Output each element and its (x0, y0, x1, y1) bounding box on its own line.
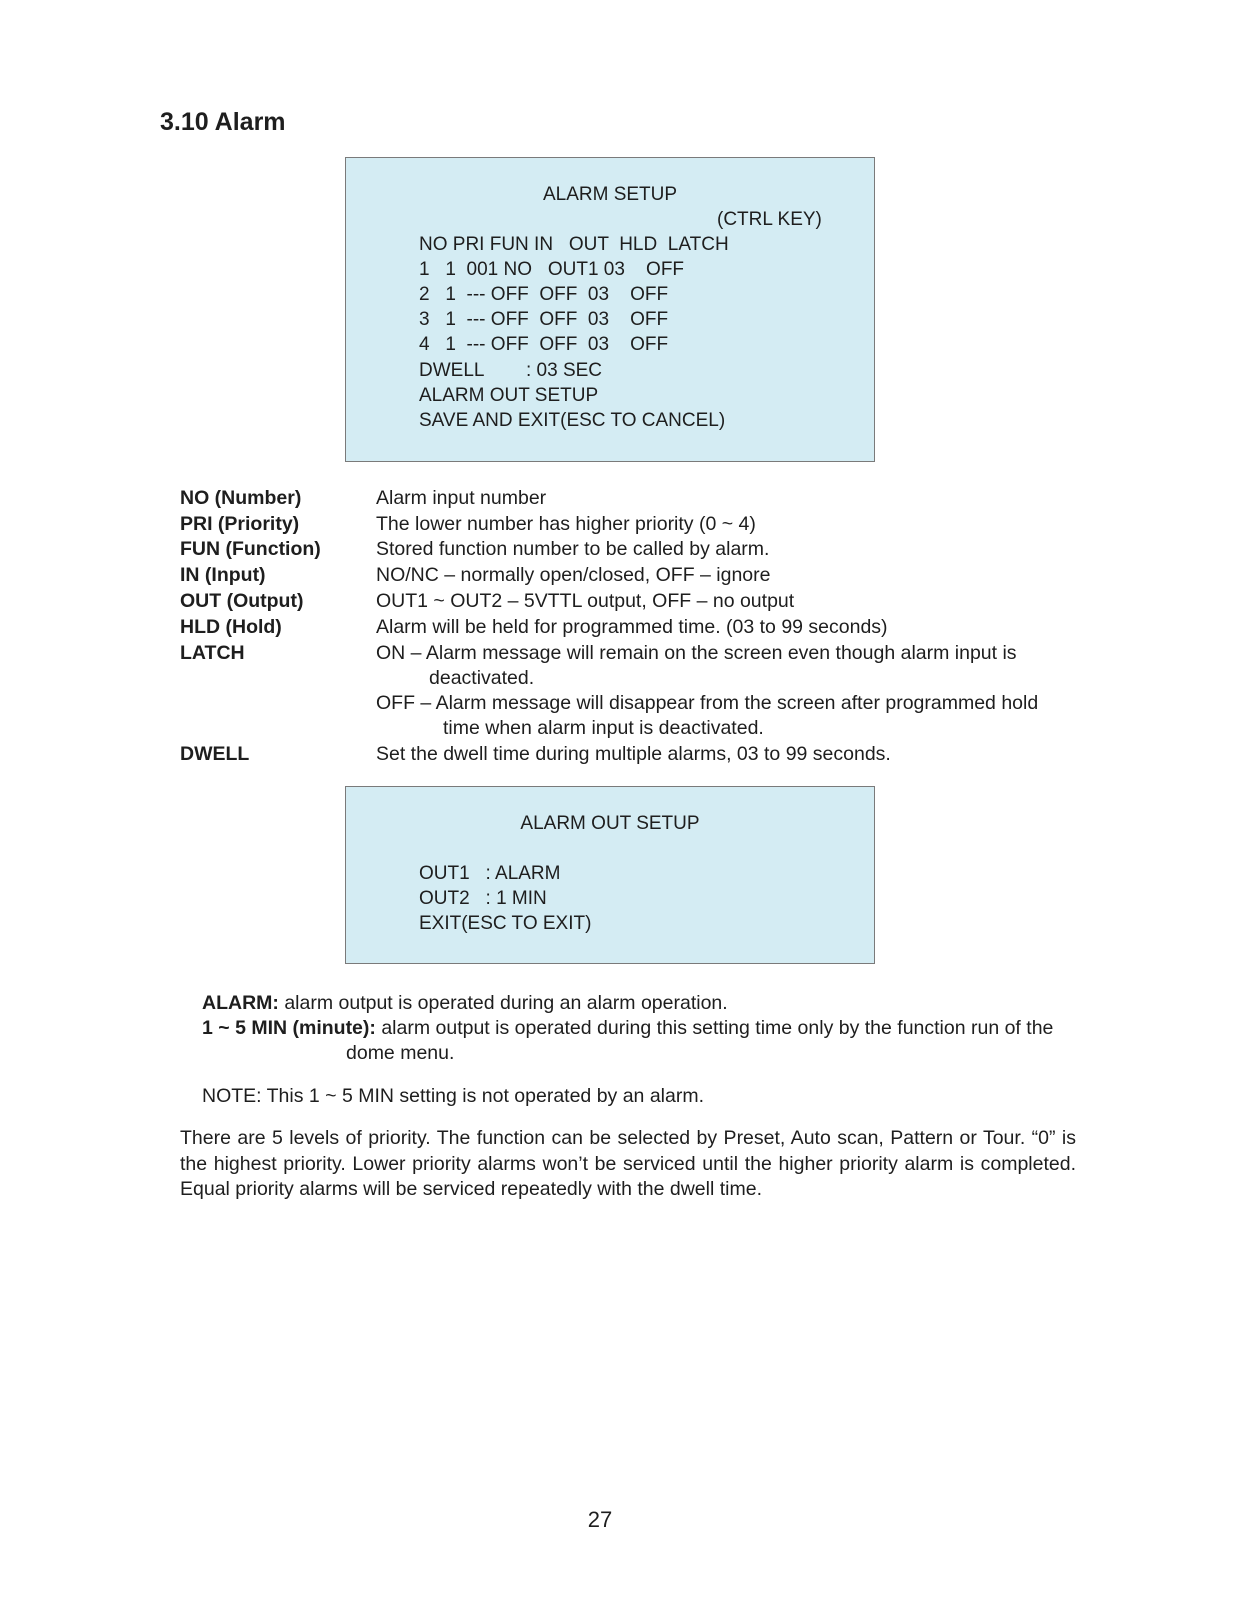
def-desc-no: Alarm input number (376, 487, 547, 509)
min-note-cont: dome menu. (346, 1042, 455, 1064)
min-text: alarm output is operated during this setting time only by the function run of the (375, 1017, 1054, 1039)
alarm-term: ALARM: (202, 992, 279, 1014)
alarm-out-setup-screen (345, 786, 875, 964)
def-term-no: NO (Number) (180, 487, 302, 509)
def-desc-latch-off-cont: time when alarm input is deactivated. (443, 717, 764, 739)
alarm-setup-screen (345, 157, 875, 462)
alarm-setup-header-row: NO PRI FUN IN OUT HLD LATCH (419, 234, 729, 255)
out1-row: OUT1 : ALARM (419, 863, 561, 884)
min-term: 1 ~ 5 MIN (minute): (202, 1017, 376, 1039)
alarm-text: alarm output is operated during an alarm operation. (278, 992, 728, 1014)
alarm-setup-title: ALARM SETUP (542, 184, 678, 205)
def-term-latch: LATCH (180, 642, 245, 664)
def-desc-latch-off: OFF – Alarm message will disappear from the screen after programmed hold (376, 692, 1039, 714)
priority-paragraph: There are 5 levels of priority. The function can be selected by Preset, Auto scan, Pattern or Tour. “0” is the highest priority. Lower priority alarms won’t be serviced until the higher priority alarm is completed. Equal priority alarms will be serviced repeatedly with the dwell time. (180, 1127, 1076, 1200)
alarm-row-3: 3 1 --- OFF OFF 03 OFF (419, 309, 669, 330)
def-desc-fun: Stored function number to be called by alarm. (376, 538, 770, 560)
def-desc-in: NO/NC – normally open/closed, OFF – ignore (376, 564, 771, 586)
alarm-out-setup-item: ALARM OUT SETUP (419, 385, 599, 406)
exit-item: EXIT(ESC TO EXIT) (419, 913, 592, 934)
def-desc-latch-on: ON – Alarm message will remain on the screen even though alarm input is (376, 642, 1017, 664)
alarm-row-4: 4 1 --- OFF OFF 03 OFF (419, 334, 669, 355)
def-desc-hld: Alarm will be held for programmed time. (03 to 99 seconds) (376, 616, 888, 638)
page-number: 27 (587, 1507, 613, 1532)
def-term-fun: FUN (Function) (180, 538, 321, 560)
def-desc-dwell: Set the dwell time during multiple alarms, 03 to 99 seconds. (376, 743, 891, 765)
def-term-pri: PRI (Priority) (180, 513, 300, 535)
alarm-row-2: 2 1 --- OFF OFF 03 OFF (419, 284, 669, 305)
ctrl-key-label: (CTRL KEY) (717, 209, 822, 230)
alarm-note-line (202, 992, 1082, 1015)
section-heading: 3.10 Alarm (160, 108, 286, 136)
def-term-dwell: DWELL (180, 743, 250, 765)
alarm-row-1: 1 1 001 NO OUT1 03 OFF (419, 259, 685, 280)
def-term-in: IN (Input) (180, 564, 266, 586)
def-desc-latch-on-cont: deactivated. (429, 667, 535, 689)
def-desc-pri: The lower number has higher priority (0 ~ 4) (376, 513, 756, 535)
out2-row: OUT2 : 1 MIN (419, 888, 547, 909)
def-term-out: OUT (Output) (180, 590, 304, 612)
min-note-line (202, 1017, 1082, 1040)
def-desc-out: OUT1 ~ OUT2 – 5VTTL output, OFF – no output (376, 590, 795, 612)
alarm-out-setup-title: ALARM OUT SETUP (520, 813, 700, 834)
dwell-row: DWELL : 03 SEC (419, 360, 603, 381)
def-term-hld: HLD (Hold) (180, 616, 282, 638)
note-line: NOTE: This 1 ~ 5 MIN setting is not operated by an alarm. (202, 1085, 704, 1107)
save-exit-item: SAVE AND EXIT(ESC TO CANCEL) (419, 410, 726, 431)
